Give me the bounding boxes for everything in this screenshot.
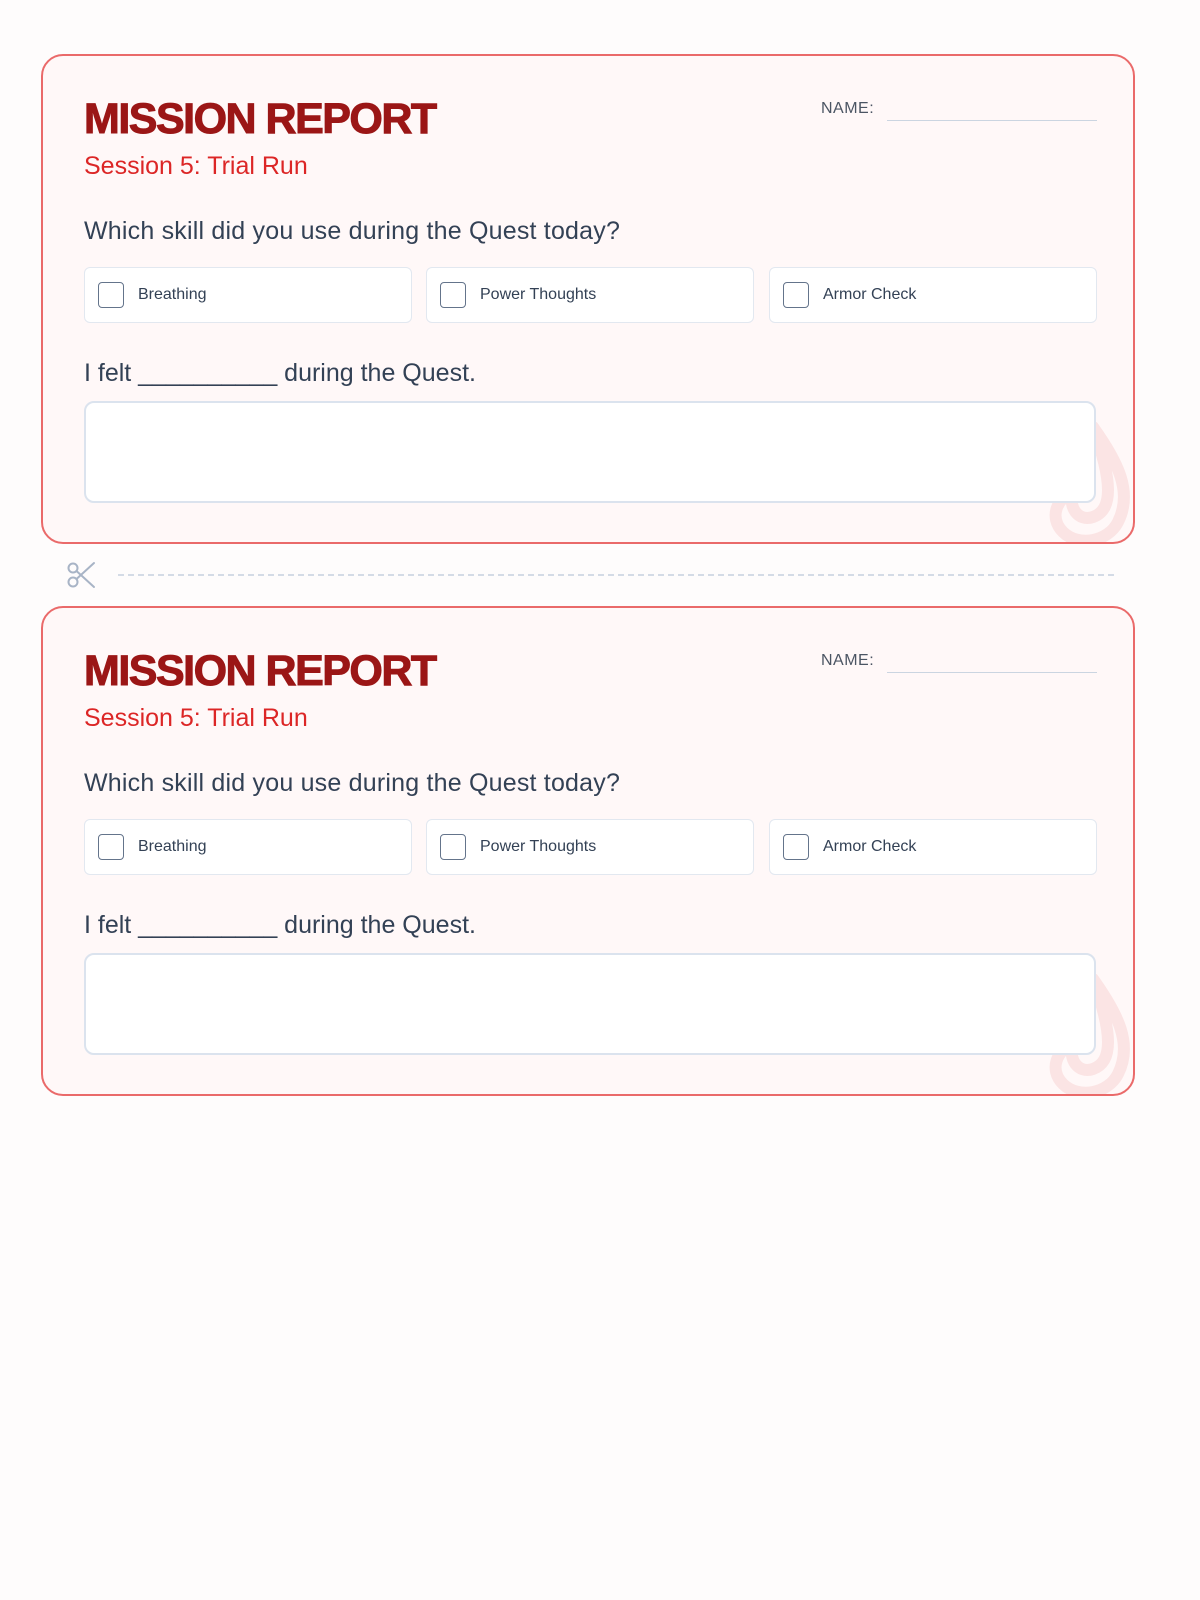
checkbox[interactable] [98, 834, 124, 860]
option-armor-check[interactable] [769, 819, 1097, 875]
option-armor-check[interactable] [769, 267, 1097, 323]
session-subtitle: Session 5: Trial Run [84, 704, 308, 732]
feeling-answer-box[interactable] [84, 953, 1096, 1055]
felt-prompt: I felt __________ during the Quest. [84, 359, 476, 387]
cut-line [66, 560, 1126, 590]
checkbox[interactable] [440, 282, 466, 308]
checkbox[interactable] [783, 834, 809, 860]
skill-question: Which skill did you use during the Quest today? [84, 769, 621, 797]
checkbox[interactable] [440, 834, 466, 860]
feeling-answer-box[interactable] [84, 401, 1096, 503]
name-label: NAME: [821, 652, 875, 669]
session-subtitle: Session 5: Trial Run [84, 152, 308, 180]
name-field[interactable] [887, 120, 1097, 121]
option-label: Armor Check [823, 286, 917, 303]
option-breathing[interactable] [84, 267, 412, 323]
option-label: Power Thoughts [480, 838, 597, 855]
skill-options [84, 819, 1097, 875]
scissors-icon [66, 560, 96, 590]
name-label: NAME: [821, 100, 875, 117]
option-label: Breathing [138, 286, 207, 303]
skill-options [84, 267, 1097, 323]
dashed-cut-guide [118, 574, 1114, 576]
mission-report-card [41, 606, 1135, 1096]
option-power-thoughts[interactable] [426, 819, 754, 875]
checkbox[interactable] [783, 282, 809, 308]
name-field[interactable] [887, 672, 1097, 673]
option-breathing[interactable] [84, 819, 412, 875]
felt-prompt: I felt __________ during the Quest. [84, 911, 476, 939]
report-title: MISSION REPORT [84, 95, 436, 143]
option-label: Armor Check [823, 838, 917, 855]
report-title: MISSION REPORT [84, 647, 436, 695]
checkbox[interactable] [98, 282, 124, 308]
option-label: Breathing [138, 838, 207, 855]
option-power-thoughts[interactable] [426, 267, 754, 323]
mission-report-card [41, 54, 1135, 544]
option-label: Power Thoughts [480, 286, 597, 303]
skill-question: Which skill did you use during the Quest today? [84, 217, 621, 245]
